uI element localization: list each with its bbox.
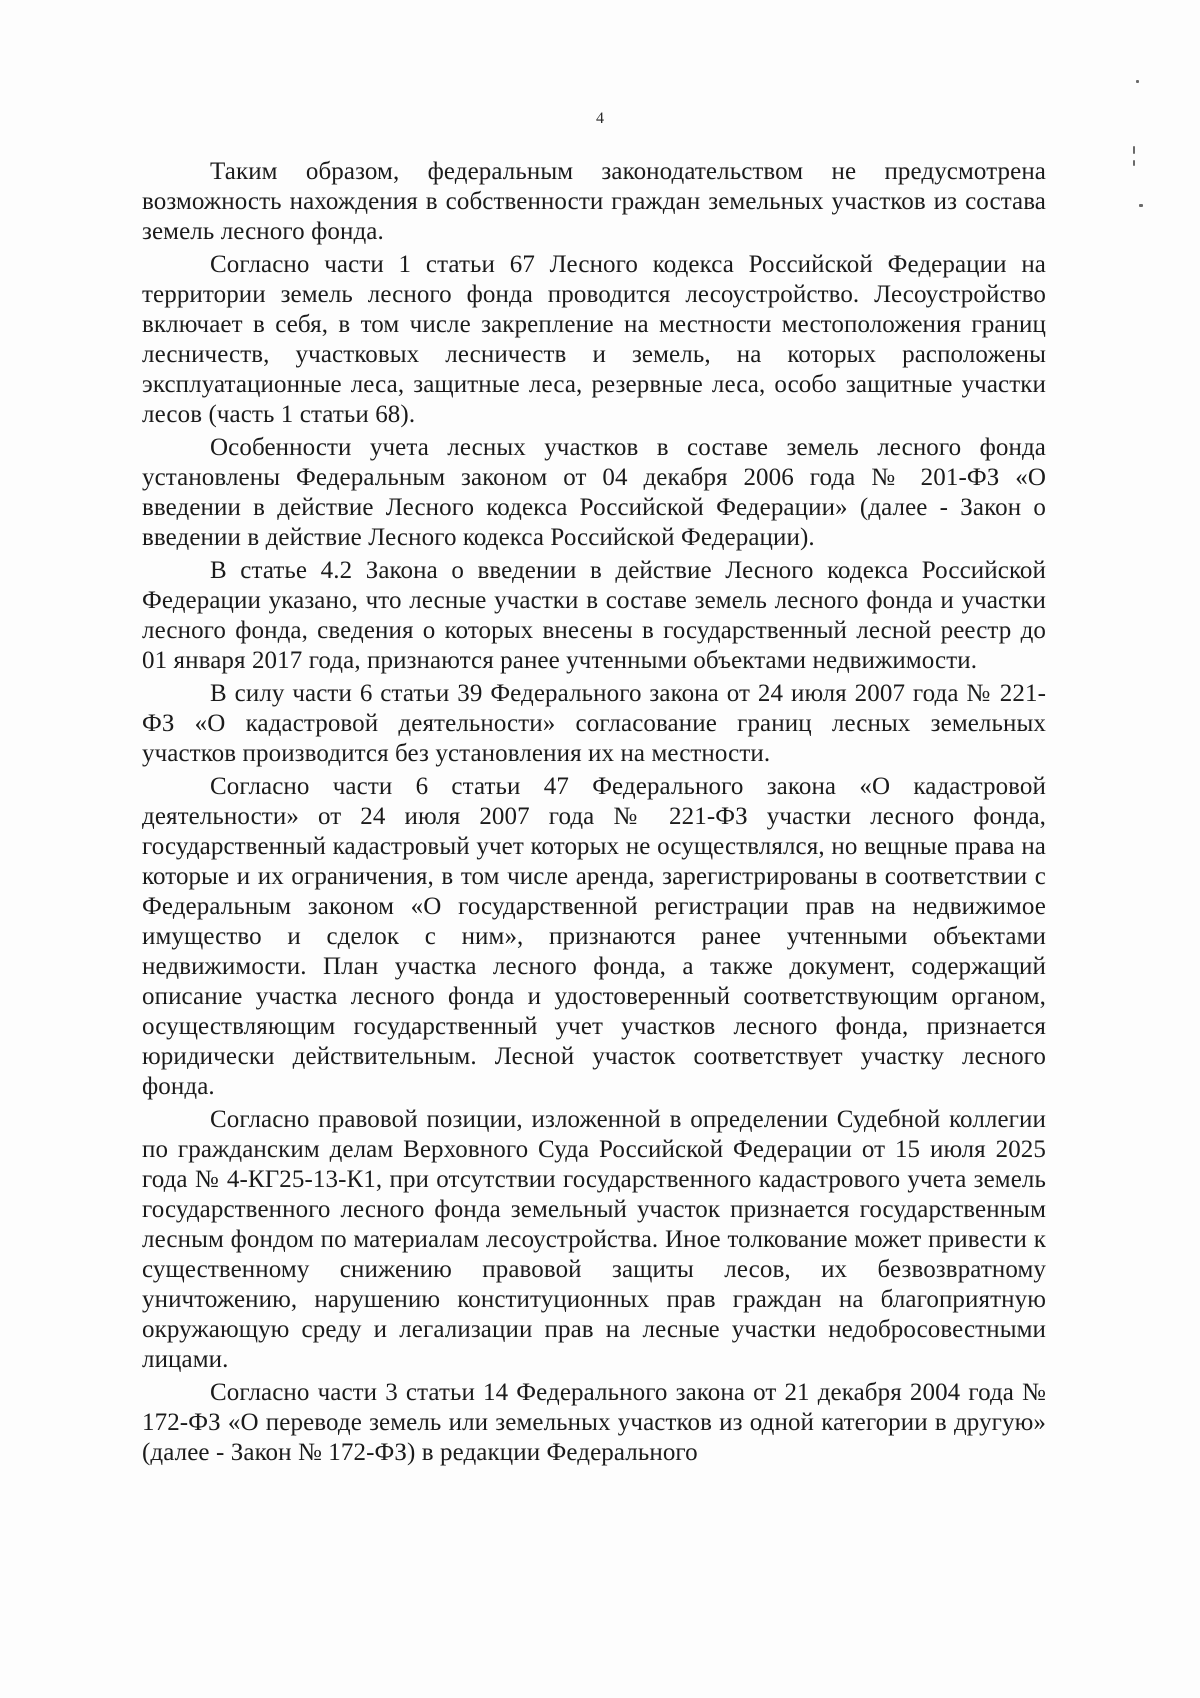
scan-mark (1133, 160, 1135, 166)
paragraph: Особенности учета лесных участков в составе земель лесного фонда установлены Федеральным законом от 04 декабря 2006 года № 201-ФЗ «О введении в действие Лесного кодекса Российской Федерации» (далее - Закон о введении в действие Лесного кодекса Российской Федерации). (142, 434, 1046, 551)
scan-mark (1133, 146, 1135, 154)
paragraph: В силу части 6 статьи 39 Федерального закона от 24 июля 2007 года № 221-ФЗ «О кадастровой деятельности» согласование границ лесных земельных участков производится без установления их на местности. (142, 680, 1046, 767)
paragraph: Таким образом, федеральным законодательством не предусмотрена возможность нахождения в собственности граждан земельных участков из состава земель лесного фонда. (142, 158, 1046, 245)
page-number: 4 (596, 110, 604, 127)
paragraph: В статье 4.2 Закона о введении в действие Лесного кодекса Российской Федерации указано, что лесные участки в составе земель лесного фонда и участки лесного фонда, сведения о которых внесены в государственный лесной реестр до 01 января 2017 года, признаются ранее учтенными объектами недвижимости. (142, 557, 1046, 674)
document-body (142, 157, 1046, 1471)
scan-mark (1136, 80, 1139, 83)
paragraph: Согласно части 6 статьи 47 Федерального закона «О кадастровой деятельности» от 24 июля 2007 года № 221-ФЗ участки лесного фонда, государственный кадастровый учет которых не осуществлялся, но вещные права на которые и их ограничения, в том числе аренда, зарегистрированы в соответствии с Федеральным законом «О государственной регистрации прав на недвижимое имущество и сделок с ним», признаются ранее учтенными объектами недвижимости. План участка лесного фонда, а также документ, содержащий описание участка лесного фонда и удостоверенный соответствующим органом, осуществляющим государственный учет участков лесного фонда, признается юридически действительным. Лесной участок соответствует участку лесного фонда. (142, 773, 1046, 1100)
scan-mark (1139, 204, 1143, 207)
paragraph: Согласно правовой позиции, изложенной в определении Судебной коллегии по гражданским делам Верховного Суда Российской Федерации от 15 июля 2025 года № 4-КГ25-13-К1, при отсутствии государственного кадастрового учета земель государственного лесного фонда земельный участок признается государственным лесным фондом по материалам лесоустройства. Иное толкование может привести к существенному снижению правовой защиты лесов, их безвозвратному уничтожению, нарушению конституционных прав граждан на благоприятную окружающую среду и легализации прав на лесные участки недобросовестными лицами. (142, 1106, 1046, 1373)
paragraph: Согласно части 1 статьи 67 Лесного кодекса Российской Федерации на территории земель лесного фонда проводится лесоустройство. Лесоустройство включает в себя, в том числе закрепление на местности местоположения границ лесничеств, участковых лесничеств и земель, на которых расположены эксплуатационные леса, защитные леса, резервные леса, особо защитные участки лесов (часть 1 статьи 68). (142, 251, 1046, 428)
paragraph: Согласно части 3 статьи 14 Федерального закона от 21 декабря 2004 года № 172-ФЗ «О переводе земель или земельных участков из одной категории в другую» (далее - Закон № 172-ФЗ) в редакции Федерального (142, 1379, 1046, 1466)
